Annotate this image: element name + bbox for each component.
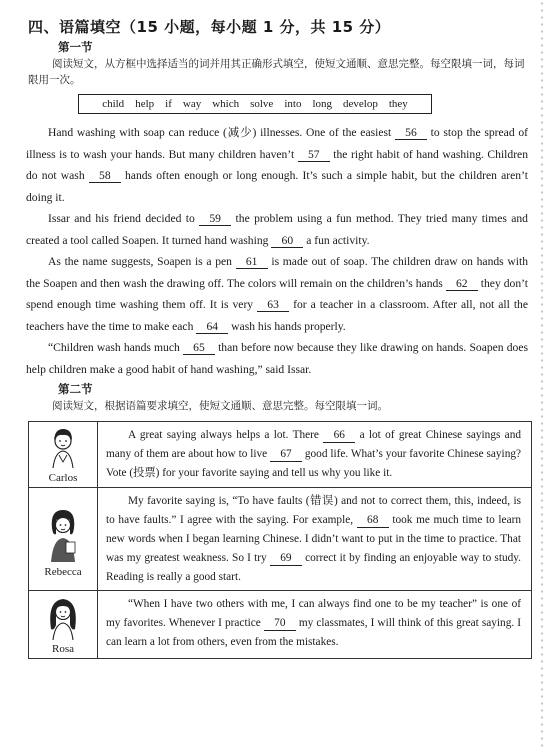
blank-60: 60 (271, 234, 303, 248)
text-run: “When I have two others with me, I can always find one to be my teacher” is one of my favorites. Whenever I practice (106, 598, 521, 629)
blank-57: 57 (298, 148, 330, 162)
passage-paragraph (22, 208, 530, 251)
section2-heading: 第二节 (58, 382, 93, 396)
text-run: “Children wash hands much (48, 341, 183, 354)
table-row (29, 488, 532, 591)
passage-1 (22, 122, 530, 380)
blank-69: 69 (270, 552, 302, 566)
word-bank-word: into (284, 98, 302, 110)
text-run: A great saying always helps a lot. There (128, 429, 324, 441)
blank-58: 58 (89, 169, 121, 183)
word-bank-word: way (182, 98, 202, 110)
speaker-text-cell (98, 591, 532, 659)
blank-67: 67 (270, 448, 302, 462)
blank-61: 61 (236, 255, 268, 269)
text-run: the right habit of hand washing. Children do not wash (26, 147, 528, 182)
section1-instruction: 阅读短文，从方框中选择适当的词并用其正确形式填空，使短文通顺、意思完整。每空限填一词，每词限用一次。 (28, 58, 525, 86)
section1-heading: 第一节 (58, 40, 93, 54)
binding-edge (540, 0, 544, 748)
speaker-cell (29, 422, 98, 488)
text-run: wash his hands properly. (228, 319, 346, 333)
speaker-cell (29, 591, 98, 659)
speaker-cell (29, 488, 98, 591)
word-bank-word: develop (343, 98, 378, 110)
speaker-paragraph (106, 426, 521, 483)
girl-portrait-icon (42, 506, 84, 564)
text-run: Issar and his friend decided to (48, 212, 200, 225)
text-run: than before now because they like drawing on hands. Soapen does help children make a good habit of hand washing,” said Issar. (26, 341, 528, 376)
text-run: As the name suggests, Soapen is a pen (48, 255, 236, 268)
passage-2-table (28, 421, 532, 659)
text-run: they don’t spend enough time washing them off. It is very (26, 276, 528, 311)
blank-59: 59 (199, 212, 231, 226)
blank-70: 70 (264, 617, 296, 631)
blank-64: 64 (196, 320, 228, 334)
blank-63: 63 (257, 298, 289, 312)
text-run: hands often enough or long enough. It’s such a simple habit, but the children aren’t doing it. (26, 169, 528, 204)
table-row (29, 591, 532, 659)
table-row (29, 422, 532, 488)
blank-56: 56 (395, 126, 427, 140)
passage-paragraph (22, 337, 530, 380)
text-run: my classmates, I will think of this great saying. I can learn a lot from others, even from the mistakes. (106, 617, 521, 648)
text-run: to stop the spread of illness is to wash your hands. But many children haven’t (26, 126, 528, 161)
text-run: a fun activity. (303, 233, 370, 247)
word-bank-word: help (135, 98, 155, 110)
word-bank-word: long (312, 98, 333, 110)
text-run: good life. What’s your favorite Chinese saying? Vote (投票) for your favorite saying and tell us why you like it. (106, 448, 521, 479)
long-hair-girl-portrait-icon (43, 595, 83, 641)
blank-65: 65 (183, 341, 215, 355)
passage-paragraph (22, 251, 530, 337)
speaker-paragraph (106, 492, 521, 587)
speaker-paragraph (106, 595, 521, 652)
boy-portrait-icon (43, 426, 83, 470)
text-run: Hand washing with soap can reduce (减少) illnesses. One of the easiest (48, 126, 395, 139)
speaker-text-cell (98, 488, 532, 591)
text-run: My favorite saying is, “To have faults (错误) and not to correct them, this, indeed, is to have faults.” I agree with the saying. For example, (106, 495, 521, 526)
speaker-name: Carlos (48, 472, 78, 484)
blank-62: 62 (446, 277, 478, 291)
word-bank-word: they (388, 98, 408, 110)
passage-paragraph (22, 122, 530, 208)
word-bank-box (78, 94, 432, 114)
section2-instruction: 阅读短文，根据语篇要求填空，使短文通顺、意思完整。每空限填一词。 (52, 400, 388, 412)
word-bank-word: which (212, 98, 240, 110)
blank-68: 68 (357, 514, 389, 528)
text-run: the problem using a fun method. They tried many times and created a tool called Soapen. It turned hand washing (26, 212, 528, 247)
speaker-text-cell (98, 422, 532, 488)
text-run: took me much time to learn new words when I began learning Chinese. I didn’t want to put in the time to practice. That was my greatest weakness. So I try (106, 514, 521, 564)
text-run: correct it by finding an enjoyable way to study. Reading is really a good start. (106, 552, 521, 583)
speaker-name: Rebecca (44, 566, 82, 578)
speaker-name: Rosa (52, 643, 74, 655)
blank-66: 66 (323, 429, 355, 443)
word-bank-word: if (165, 98, 172, 110)
text-run: for a teacher in a classroom. After all, not all the teachers have the time to make each (26, 298, 528, 333)
word-bank-word: child (102, 98, 125, 110)
text-run: is made out of soap. The children draw on hands with the Soapen and then wash the drawing off. The colors will remain on the children’s hands (26, 255, 528, 290)
text-run: a lot of great Chinese sayings and many of them are about how to live (106, 429, 521, 460)
section-title: 四、语篇填空（15 小题，每小题 1 分，共 15 分） (28, 18, 391, 36)
word-bank-word: solve (250, 98, 274, 110)
